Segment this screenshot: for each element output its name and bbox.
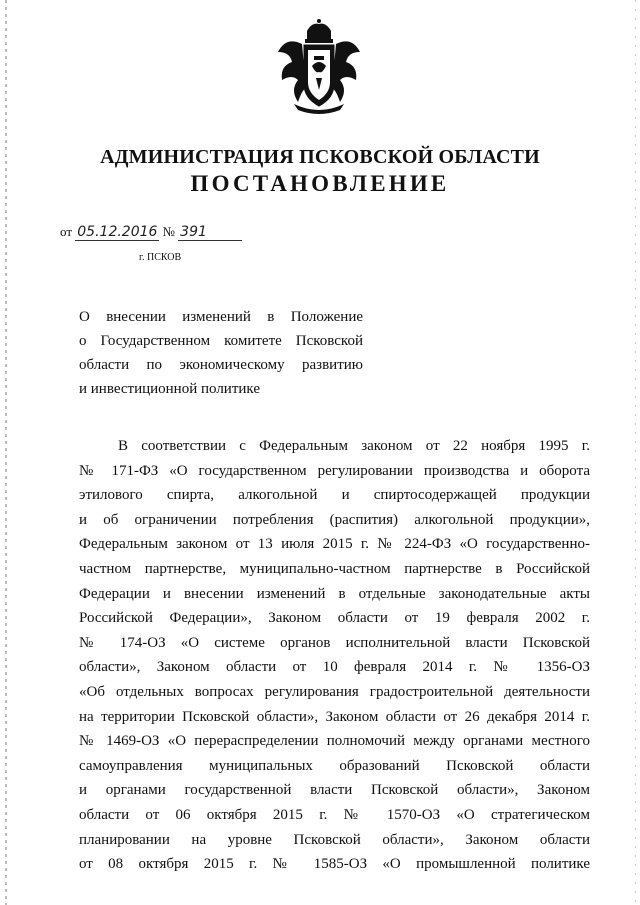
subject-line: и инвестиционной политике (79, 381, 260, 397)
body-line: Российской Федерации», Законом области от 19 февраля 2002 г. (79, 610, 590, 627)
body-line: «Об отдельных вопросах регулирования градостроительной деятельности (79, 683, 590, 700)
handwritten-number: 391 (178, 224, 242, 241)
organization-title: АДМИНИСТРАЦИЯ ПСКОВСКОЙ ОБЛАСТИ (100, 146, 540, 168)
body-line: № 171-ФЗ «О государственном регулировании производства и оборота (79, 462, 590, 479)
document-body (79, 434, 590, 877)
body-line: на территории Псковской области», Законом области от 26 декабря 2014 г. (79, 708, 590, 725)
document-type: ПОСТАНОВЛЕНИЕ (190, 171, 450, 196)
number-prefix: № (162, 224, 175, 239)
body-line: Федерации и внесении изменений в отдельные законодательные акты (79, 585, 590, 602)
coat-of-arms-emblem (276, 18, 362, 114)
scan-edge-left (5, 0, 7, 905)
city-label: г. ПСКОВ (139, 252, 182, 263)
subject-line: области по экономическому развитию (79, 357, 363, 373)
body-line: Федеральным законом от 13 июля 2015 г. № 224-ФЗ «О государственно- (79, 536, 590, 553)
body-line: № 1469-ОЗ «О перераспределении полномочий между органами местного (79, 733, 590, 750)
date-number-line (60, 224, 242, 241)
body-line: № 174-ОЗ «О системе органов исполнительной власти Псковской (79, 634, 590, 651)
document-subject (79, 305, 363, 401)
body-line: и органами государственной власти Псковской области», Законом (79, 782, 590, 799)
body-line: частном партнерстве, муниципально-частном партнерстве в Российской (79, 560, 590, 577)
subject-line: О внесении изменений в Положение (79, 309, 363, 325)
scan-edge-right (635, 0, 636, 905)
body-line: области от 06 октября 2015 г. № 1570-ОЗ «О стратегическом (79, 806, 590, 823)
body-line: этилового спирта, алкогольной и спиртосодержащей продукции (79, 487, 590, 504)
body-line: В соответствии с Федеральным законом от 22 ноября 1995 г. (118, 438, 590, 454)
body-line: самоуправления муниципальных образований Псковской области (79, 757, 590, 774)
subject-line: о Государственном комитете Псковской (79, 333, 363, 349)
body-line: области», Законом области от 10 февраля 2014 г. № 1356-ОЗ (79, 659, 590, 676)
handwritten-date: 05.12.2016 (77, 224, 158, 240)
body-line: и об ограничении потребления (распития) алкогольной продукции», (79, 511, 590, 528)
date-prefix: от (60, 224, 73, 239)
body-line: планировании на уровне Псковской области», Законом области (79, 831, 590, 848)
body-line: от 08 октября 2015 г. № 1585-ОЗ «О промышленной политике (79, 856, 590, 873)
